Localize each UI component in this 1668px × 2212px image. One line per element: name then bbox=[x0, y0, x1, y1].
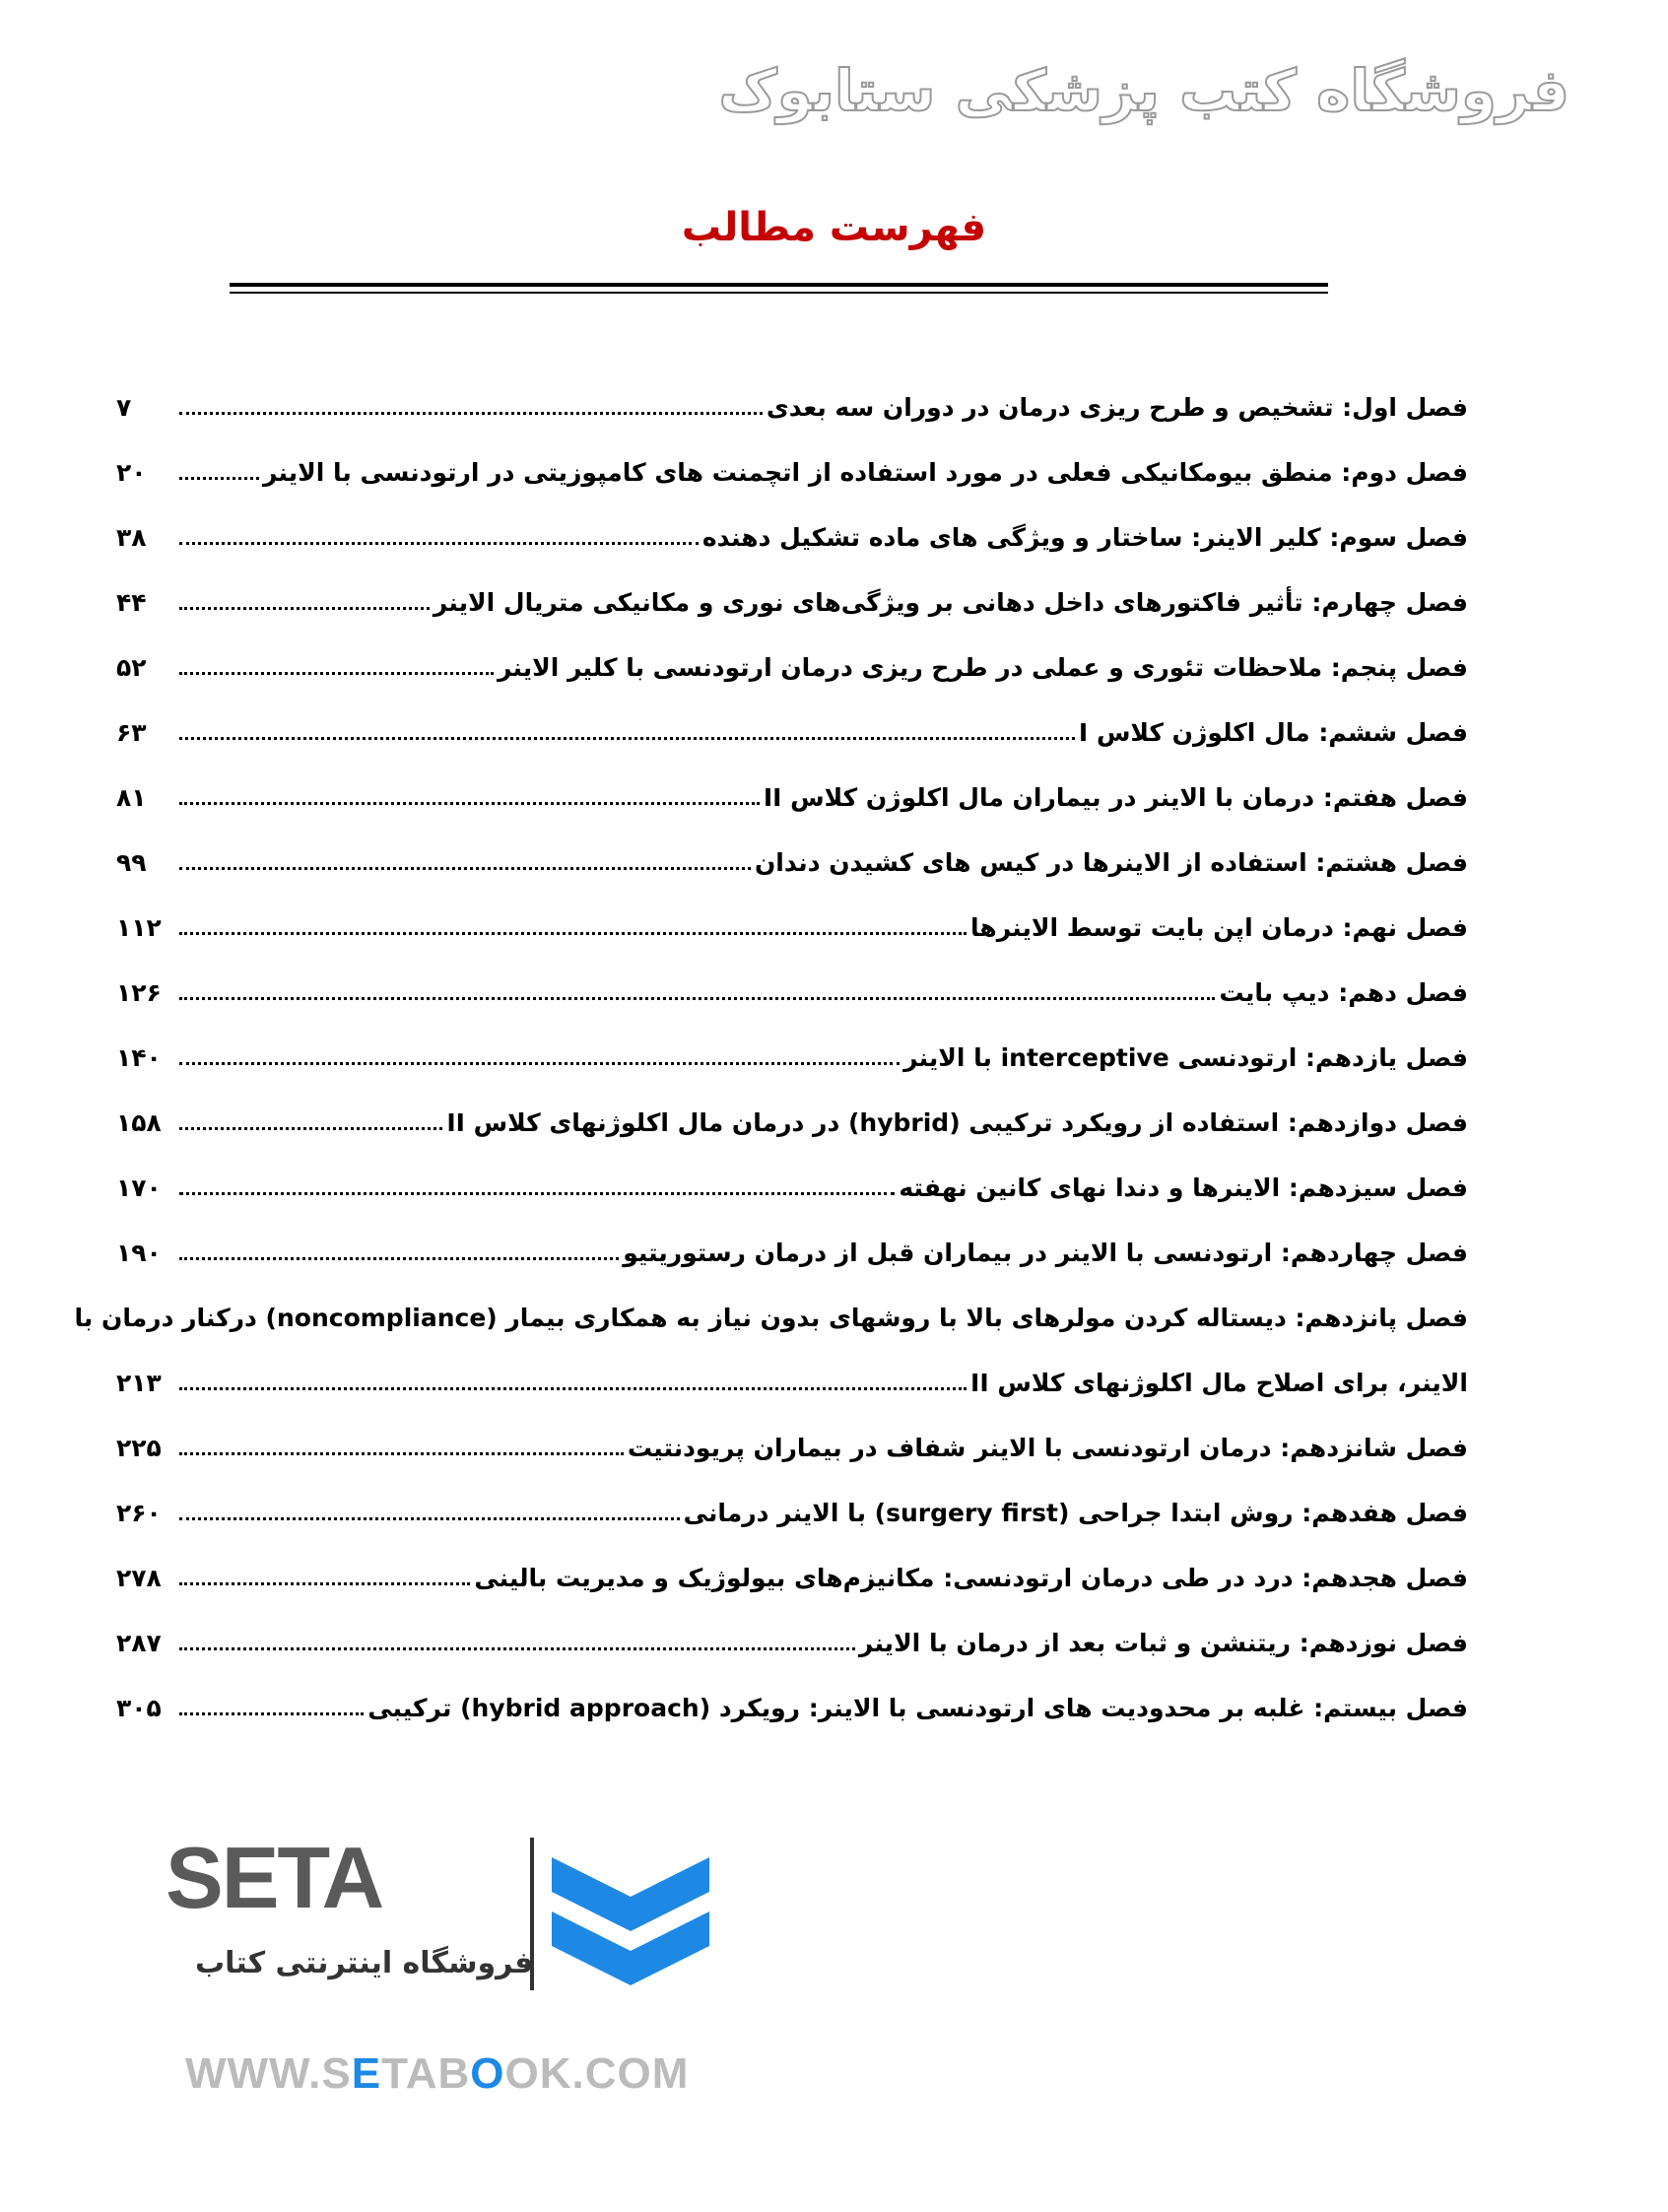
store-watermark: فروشگاه کتب پزشکی ستابوک bbox=[718, 57, 1569, 124]
toc-entry[interactable] bbox=[116, 552, 1468, 617]
toc-entry[interactable] bbox=[116, 877, 1468, 942]
toc-entry-title: فصل چهاردهم: ارتودنسی با الاینر در بیماران قبل از درمان رستوریتیو bbox=[623, 1239, 1468, 1267]
toc-entry-page: ۱۵۸ bbox=[116, 1108, 162, 1137]
table-of-contents bbox=[74, 357, 1468, 1722]
dot-leader bbox=[179, 607, 430, 610]
dot-leader bbox=[179, 867, 751, 870]
logo-url[interactable] bbox=[185, 2049, 689, 2099]
toc-entry-page: ۷ bbox=[116, 393, 132, 422]
toc-entry-title: فصل هجدهم: درد در طی درمان ارتودنسی: مکانیزم‌های بیولوژیک و مدیریت بالینی bbox=[474, 1564, 1468, 1592]
toc-entry[interactable] bbox=[116, 1137, 1468, 1202]
toc-entry-page: ۶۳ bbox=[116, 718, 147, 747]
dot-leader bbox=[179, 542, 699, 545]
toc-entry-title: فصل اول: تشخیص و طرح ریزی درمان در دوران سه بعدی bbox=[766, 393, 1468, 422]
toc-entry-page: ۴۴ bbox=[116, 588, 147, 617]
toc-entry-title: فصل پنجم: ملاحظات تئوری و عملی در طرح ریزی درمان ارتودنسی با کلیر الاینر bbox=[497, 653, 1468, 682]
toc-entry[interactable] bbox=[116, 1397, 1468, 1462]
dot-leader bbox=[179, 737, 1075, 740]
toc-entry-title: فصل نهم: درمان اپن بایت توسط الاینرها bbox=[969, 913, 1468, 942]
toc-entry-page: ۲۷۸ bbox=[116, 1564, 162, 1592]
toc-entry-title: فصل ششم: مال اکلوژن کلاس I bbox=[1078, 718, 1468, 747]
toc-entry[interactable] bbox=[116, 487, 1468, 552]
toc-entry[interactable] bbox=[116, 617, 1468, 682]
toc-entry-page: ۳۰۵ bbox=[116, 1694, 162, 1722]
toc-entry-page: ۲۶۰ bbox=[116, 1499, 162, 1527]
dot-leader bbox=[179, 1712, 364, 1715]
dot-leader bbox=[179, 997, 1215, 1000]
toc-entry-page: ۳۸ bbox=[116, 523, 147, 552]
toc-entry[interactable] bbox=[116, 1072, 1468, 1137]
toc-entry[interactable] bbox=[116, 1592, 1468, 1657]
toc-entry-title: فصل دهم: دیپ بایت bbox=[1219, 978, 1468, 1007]
toc-entry-title: فصل سیزدهم: الاینرها و دندا نهای کانین نهفته bbox=[899, 1173, 1468, 1202]
logo-wordmark: SETA bbox=[166, 1829, 383, 1926]
dot-leader bbox=[179, 672, 494, 675]
toc-entry[interactable] bbox=[116, 1462, 1468, 1527]
toc-entry[interactable] bbox=[116, 682, 1468, 747]
toc-entry[interactable] bbox=[116, 1007, 1468, 1072]
dot-leader bbox=[179, 1127, 442, 1130]
toc-entry[interactable] bbox=[116, 1657, 1468, 1722]
url-highlight: E bbox=[351, 2049, 382, 2098]
toc-entry-page: ۲۰ bbox=[116, 458, 147, 487]
dot-leader bbox=[179, 1647, 855, 1650]
toc-entry[interactable] bbox=[116, 422, 1468, 487]
toc-entry[interactable] bbox=[116, 1527, 1468, 1592]
toc-entry-page: ۵۲ bbox=[116, 653, 147, 682]
dot-leader bbox=[179, 1062, 900, 1065]
dot-leader bbox=[179, 412, 763, 415]
title-rule-thick bbox=[230, 283, 1328, 287]
toc-entry[interactable] bbox=[116, 357, 1468, 422]
dot-leader bbox=[179, 1452, 624, 1455]
dot-leader bbox=[179, 1257, 619, 1260]
dot-leader bbox=[179, 477, 259, 480]
toc-entry-title: فصل هفتم: درمان با الاینر در بیماران مال اکلوژن کلاس II bbox=[763, 783, 1468, 812]
toc-entry-page: ۱۷۰ bbox=[116, 1173, 162, 1202]
dot-leader bbox=[179, 932, 967, 935]
dot-leader bbox=[179, 1192, 895, 1195]
toc-entry[interactable] bbox=[116, 812, 1468, 877]
url-part: TAB bbox=[381, 2049, 471, 2098]
toc-entry-page: ۲۱۳ bbox=[116, 1369, 162, 1397]
logo-subtitle: فروشگاه اینترنتی کتاب bbox=[195, 1946, 534, 1980]
toc-entry-page: ۲۲۵ bbox=[116, 1434, 162, 1462]
url-highlight: O bbox=[470, 2049, 505, 2098]
toc-entry-title: فصل سوم: کلیر الاینر: ساختار و ویژگی های ماده تشکیل دهنده bbox=[701, 523, 1468, 552]
toc-entry-title: فصل چهارم: تأثیر فاکتورهای داخل دهانی بر ویژگی‌های نوری و مکانیکی متریال الاینر bbox=[433, 588, 1468, 617]
toc-entry-title: فصل دوم: منطق بیومکانیکی فعلی در مورد استفاده از اتچمنت های کامپوزیتی در ارتودنسی با الاینر bbox=[263, 458, 1468, 487]
toc-entry-title: فصل هفدهم: روش ابتدا جراحی (surgery first) با الاینر درمانی bbox=[683, 1499, 1468, 1527]
toc-entry[interactable] bbox=[116, 1202, 1468, 1267]
toc-entry-page: ۱۲۶ bbox=[116, 978, 162, 1007]
toc-entry-page: ۱۴۰ bbox=[116, 1043, 162, 1072]
setabook-logo bbox=[166, 1828, 717, 2113]
toc-entry-page: ۱۱۲ bbox=[116, 913, 162, 942]
toc-entry-title: فصل یازدهم: ارتودنسی interceptive با الاینر bbox=[903, 1043, 1468, 1072]
toc-entry-title: فصل بیستم: غلبه بر محدودیت های ارتودنسی با الاینر: رویکرد (hybrid approach) ترکیبی bbox=[367, 1694, 1468, 1722]
url-part: OK.COM bbox=[504, 2049, 690, 2098]
toc-entry-title: فصل شانزدهم: درمان ارتودنسی با الاینر شفاف در بیماران پریودنتیت bbox=[627, 1434, 1468, 1462]
toc-entry-continuation[interactable] bbox=[116, 1332, 1468, 1397]
toc-entry[interactable] bbox=[74, 1267, 1468, 1332]
toc-entry-title: فصل نوزدهم: ریتنشن و ثبات بعد از درمان با الاینر bbox=[858, 1629, 1468, 1657]
toc-entry[interactable] bbox=[116, 942, 1468, 1007]
logo-chevron-icon bbox=[552, 1838, 709, 1995]
toc-entry-page: ۲۸۷ bbox=[116, 1629, 162, 1657]
dot-leader bbox=[179, 1517, 680, 1520]
url-part: WWW.S bbox=[185, 2049, 352, 2098]
toc-entry-title: فصل پانزدهم: دیستاله کردن مولرهای بالا با روشهای بدون نیاز به همکاری بیمار (noncompliance) درکنار درمان با bbox=[74, 1304, 1468, 1332]
dot-leader bbox=[179, 1582, 470, 1585]
toc-entry-page: ۹۹ bbox=[116, 848, 147, 877]
toc-entry[interactable] bbox=[116, 747, 1468, 812]
toc-entry-page: ۸۱ bbox=[116, 783, 147, 812]
toc-entry-title: فصل دوازدهم: استفاده از رویکرد ترکیبی (hybrid) در درمان مال اکلوژنهای کلاس II bbox=[446, 1108, 1468, 1137]
page-title: فهرست مطالب bbox=[681, 205, 987, 250]
dot-leader bbox=[179, 802, 760, 805]
toc-entry-title: فصل هشتم: استفاده از الاینرها در کیس های کشیدن دندان bbox=[754, 848, 1468, 877]
dot-leader bbox=[179, 1387, 967, 1390]
title-rule-thin bbox=[230, 292, 1328, 294]
toc-entry-title: الاینر، برای اصلاح مال اکلوژنهای کلاس II bbox=[970, 1369, 1468, 1397]
toc-entry-page: ۱۹۰ bbox=[116, 1239, 162, 1267]
